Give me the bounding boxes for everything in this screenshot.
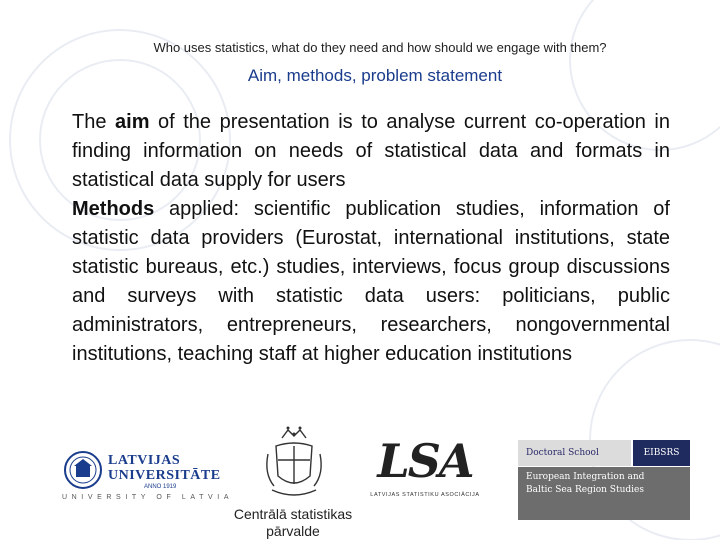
program-line2: Baltic Sea Region Studies <box>526 485 644 495</box>
lsa-mark: LSA <box>377 434 473 488</box>
methods-keyword: Methods <box>72 198 155 220</box>
aim-prefix: The <box>72 111 116 133</box>
program-line1: European Integration and <box>526 472 645 482</box>
coat-of-arms-icon <box>262 424 326 502</box>
lu-year: ANNO 1919 <box>144 484 177 490</box>
slide-question: Who uses statistics, what do they need and how should we engage with them? <box>153 40 607 55</box>
university-of-latvia-logo <box>60 444 234 504</box>
aim-text: of the presentation is to analyse current co-operation in finding information on needs of statistical data and formats in statistical data supply for users <box>72 111 670 191</box>
csp-name-line1: Centrālā statistikas <box>233 506 353 522</box>
lu-name-line1: LATVIJAS <box>108 453 181 468</box>
slide-subtitle: Aim, methods, problem statement <box>247 66 503 85</box>
doctoral-school-logo <box>518 440 690 520</box>
csp-name-line2: pārvalde <box>266 523 320 539</box>
lu-tagline: UNIVERSITY OF LATVIA <box>62 494 234 501</box>
doctoral-school-label: Doctoral School <box>518 440 631 466</box>
statisticians-association-logo <box>362 434 488 504</box>
aim-keyword: aim <box>115 111 150 133</box>
doctoral-school-program <box>518 467 690 520</box>
lsa-subtitle: LATVIJAS STATISTIKU ASOCIĀCIJA <box>370 492 480 498</box>
university-seal-icon <box>64 450 102 490</box>
central-statistical-bureau-logo <box>232 424 354 540</box>
doctoral-school-code: EIBSRS <box>633 440 690 466</box>
aim-paragraph <box>72 108 670 195</box>
lu-name-line2: UNIVERSITĀTE <box>108 468 221 483</box>
slide-body <box>72 108 670 369</box>
methods-text: applied: scientific publication studies, information of statistic data providers (Eurostat, international institutions, state statistic bureaus, etc.) studies, interviews, focus group discussions and surveys with statistic data users: politicians, public administrators, entrepreneurs, researchers, nongovernmental institutions, teaching staff at higher education institutions <box>72 198 670 365</box>
methods-paragraph <box>72 195 670 369</box>
